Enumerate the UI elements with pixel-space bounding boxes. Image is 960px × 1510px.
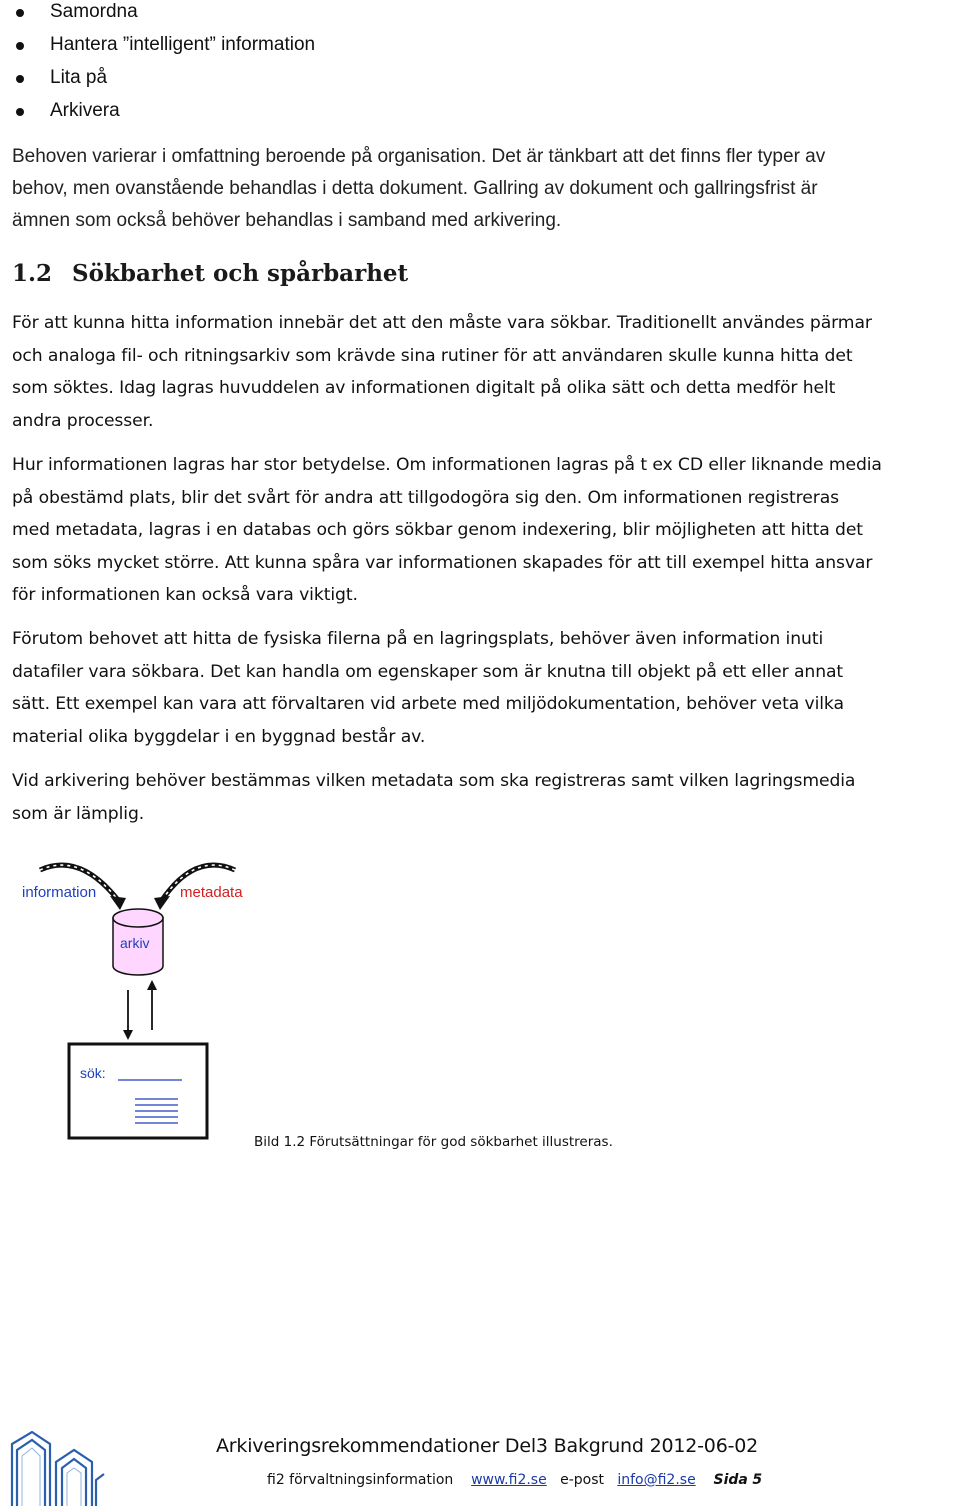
text-line: sätt. Ett exempel kan vara att förvaltaren vid arbete med miljödokumentation, behöver veta vilka <box>12 694 844 714</box>
text-line: ämnen som också behöver behandlas i samband med arkivering. <box>12 210 562 231</box>
figure-caption: Bild 1.2 Förutsättningar för god sökbarhet illustreras. <box>254 1134 613 1150</box>
search-diagram <box>0 850 300 1150</box>
text-line: material olika byggdelar i en byggnad består av. <box>12 726 426 747</box>
page-number: 5 <box>752 1472 763 1488</box>
section-title: Sökbarhet och spårbarhet <box>72 260 409 287</box>
text-line: Förutom behovet att hitta de fysiska filerna på en lagringsplats, behöver även information inuti <box>12 629 824 649</box>
archive-label: arkiv <box>120 935 150 951</box>
bullet-dot-icon <box>16 9 24 17</box>
bullet-dot-icon <box>16 108 24 116</box>
text-line: och analoga fil- och ritningsarkiv som krävde sina rutiner för att användaren skulle kunna hitta det <box>12 345 853 366</box>
section-number: 1.2 <box>12 260 53 287</box>
text-line: på obestämd plats, blir det svårt för andra att tillgodogöra sig den. Om informationen registreras <box>12 487 839 508</box>
email-link[interactable]: info@fi2.se <box>617 1472 696 1488</box>
bullet-dot-icon <box>16 75 24 83</box>
text-line: som söks mycket större. Att kunna spåra var informationen skapades för att till exempel hitta ansvar <box>12 552 873 573</box>
paragraph-1 <box>12 307 952 437</box>
text-line: Vid arkivering behöver bestämmas vilken metadata som ska registreras samt vilken lagringsmedia <box>12 771 856 791</box>
paragraph-4 <box>12 765 952 830</box>
intro-paragraph <box>12 141 952 237</box>
fi2-logo-icon <box>6 1428 106 1508</box>
text-line: andra processer. <box>12 410 154 431</box>
section-heading <box>12 260 408 287</box>
search-label: sök: <box>80 1065 106 1081</box>
paragraph-3 <box>12 623 952 753</box>
page-label: Sida <box>713 1472 748 1488</box>
text-line: som är lämplig. <box>12 803 145 824</box>
text-line: Hur informationen lagras har stor betydelse. Om informationen lagras på t ex CD eller liknande media <box>12 455 882 475</box>
footer-org: fi2 förvaltningsinformation <box>267 1472 454 1488</box>
text-line: Behoven varierar i omfattning beroende på organisation. Det är tänkbart att det finns fler typer av <box>12 146 826 167</box>
text-line: med metadata, lagras i en databas och görs sökbar genom indexering, blir möjligheten att hitta det <box>12 520 863 540</box>
text-line: behov, men ovanstående behandlas i detta dokument. Gallring av dokument och gallringsfrist är <box>12 178 818 199</box>
bullet-text: Samordna <box>50 1 138 22</box>
text-line: datafiler vara sökbara. Det kan handla om egenskaper som är knutna till objekt på ett eller annat <box>12 661 844 682</box>
text-line: För att kunna hitta information innebär det att den måste vara sökbar. Traditionellt användes pärmar <box>12 313 872 333</box>
paragraph-2 <box>12 449 952 612</box>
information-label: information <box>22 884 97 901</box>
bullet-text: Lita på <box>50 67 108 88</box>
bullet-text: Arkivera <box>50 100 120 121</box>
email-label: e-post <box>560 1472 604 1488</box>
bullet-text: Hantera ”intelligent” information <box>50 34 316 55</box>
bullet-dot-icon <box>16 42 24 50</box>
two-way-arrow-icon <box>123 980 157 1040</box>
text-line: som söktes. Idag lagras huvuddelen av informationen digitalt på olika sätt och detta medför helt <box>12 378 836 398</box>
website-link[interactable]: www.fi2.se <box>471 1472 547 1488</box>
text-line: för informationen kan också vara viktigt. <box>12 585 358 605</box>
footer-contact <box>267 1472 762 1488</box>
metadata-label: metadata <box>180 884 243 901</box>
search-window <box>69 1044 207 1138</box>
footer-title: Arkiveringsrekommendationer Del3 Bakgrund 2012-06-02 <box>216 1435 759 1457</box>
